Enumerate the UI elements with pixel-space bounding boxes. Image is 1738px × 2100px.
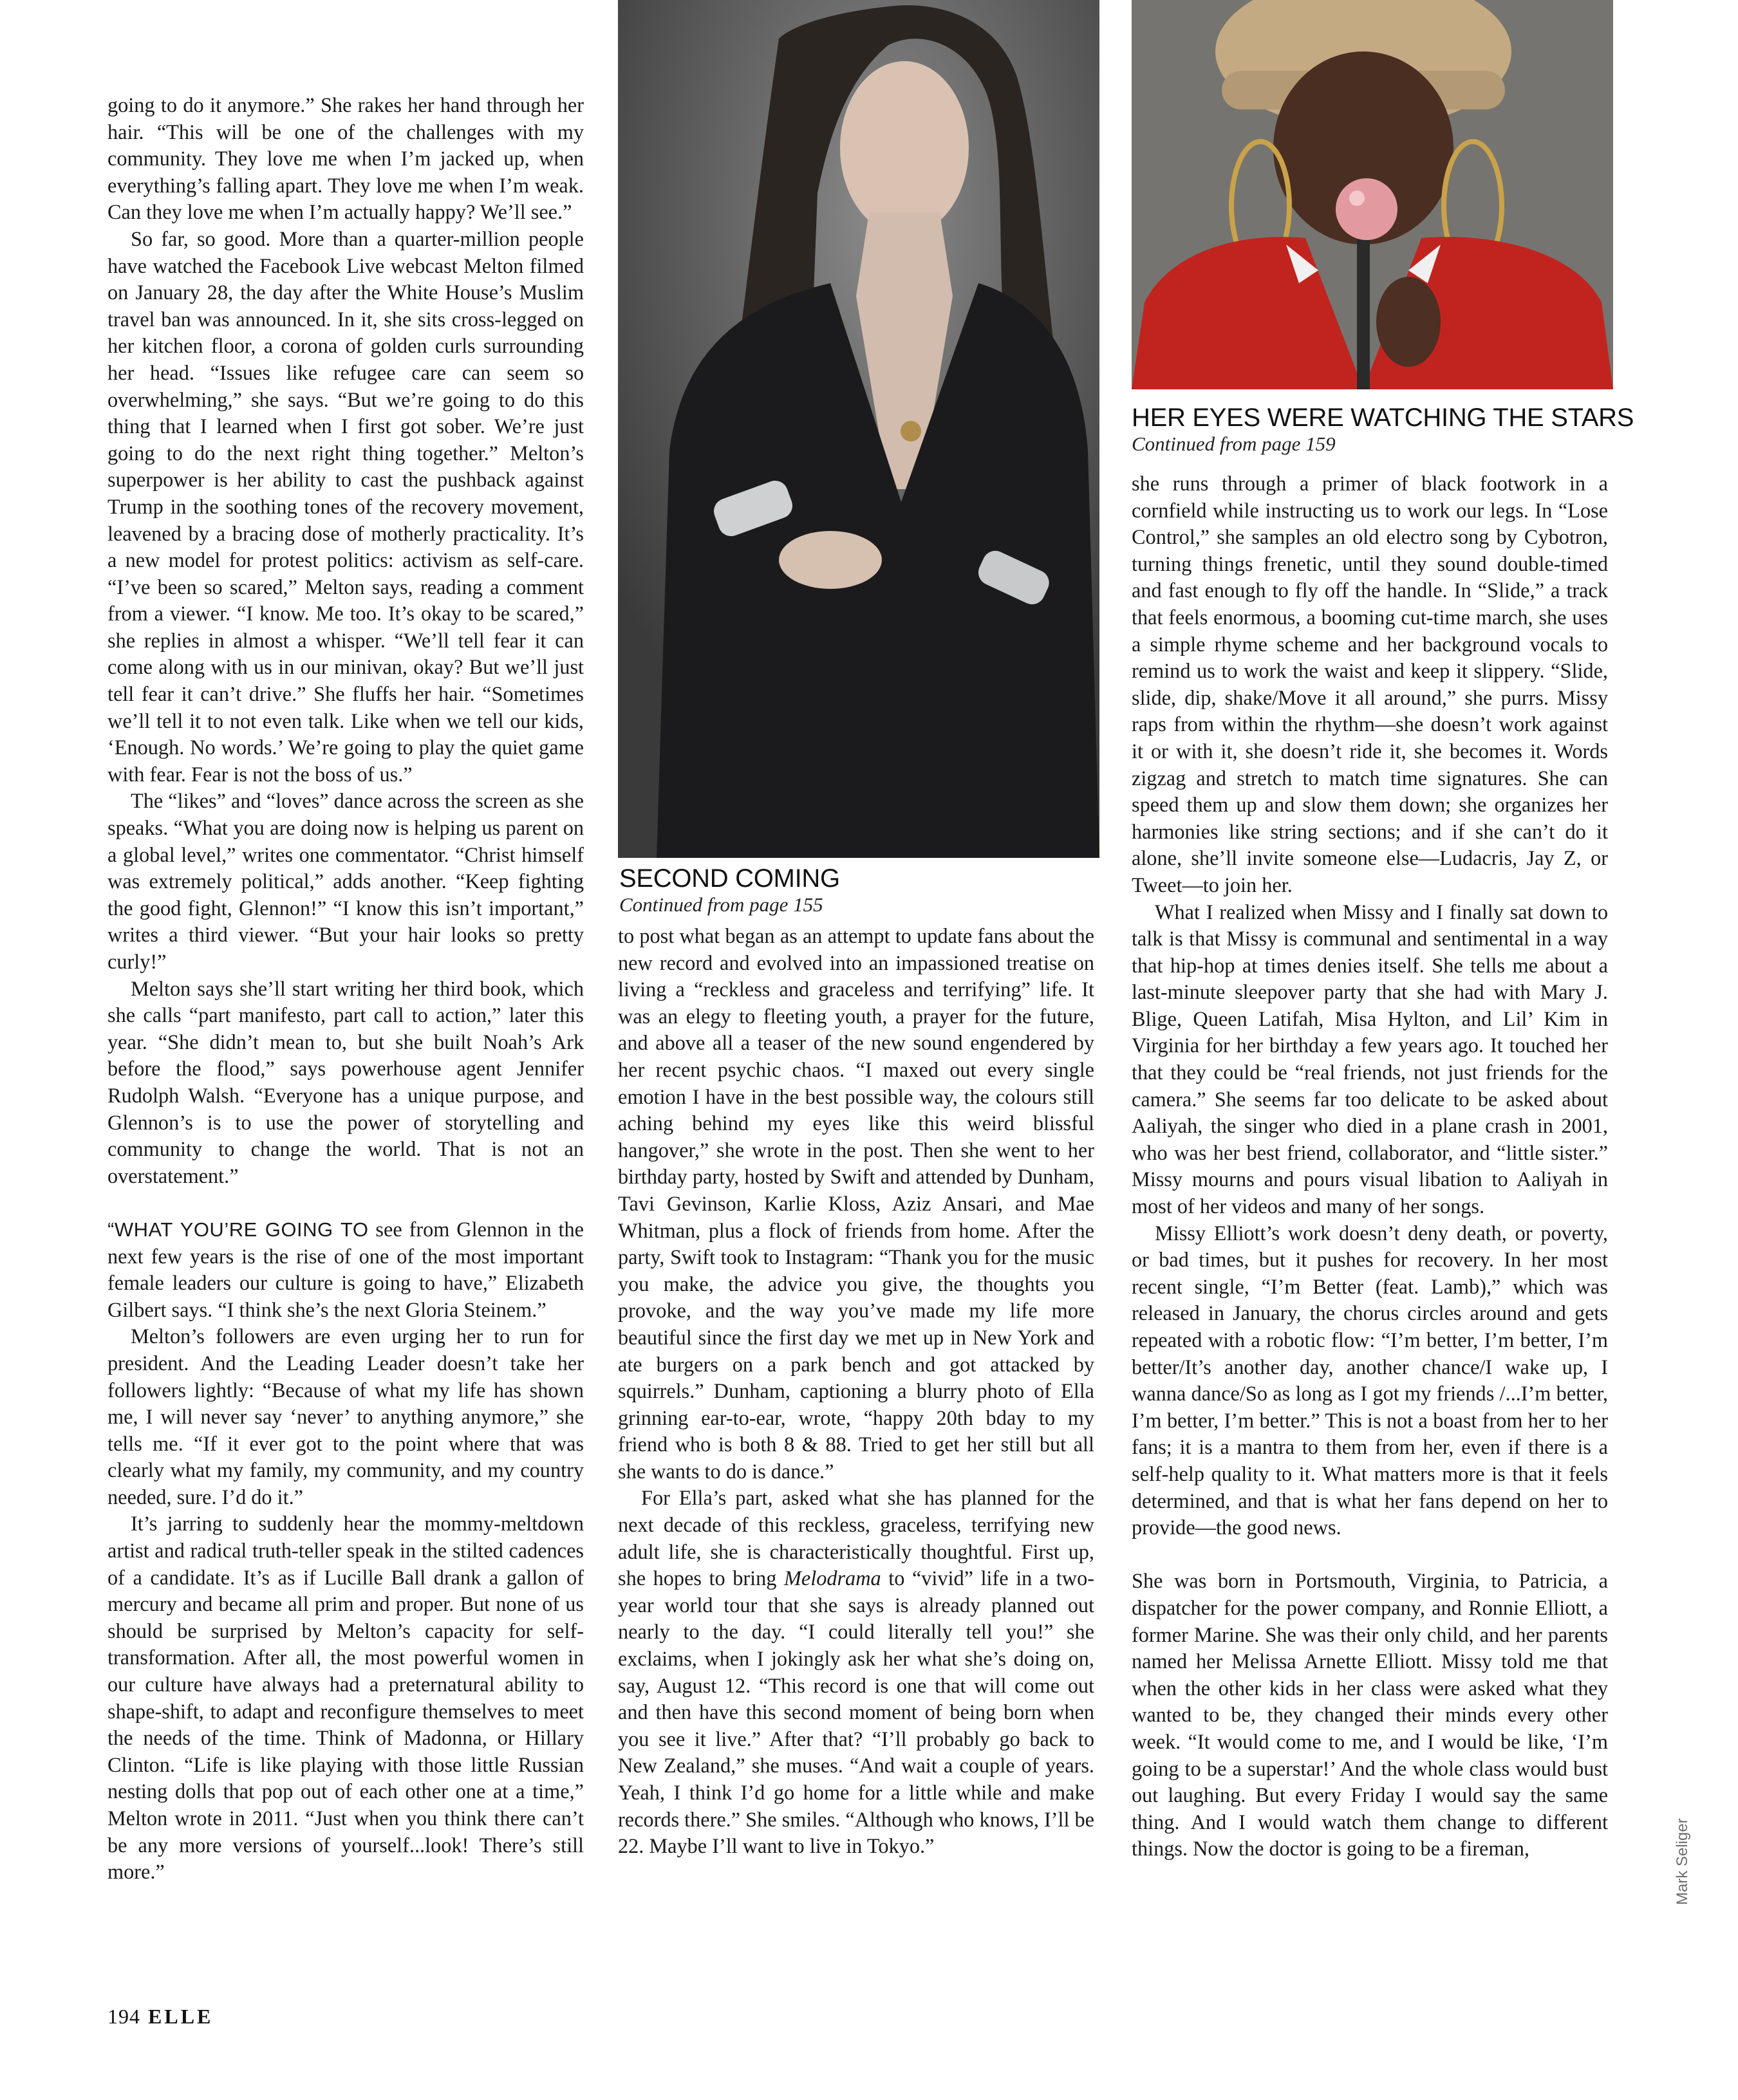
photo-credit: Mark Seliger (1674, 1818, 1691, 1905)
portrait-silhouette-figure (618, 0, 1099, 858)
section-header-her-eyes (1132, 403, 1634, 456)
paragraph: Melton says she’ll start writing her third book, which she calls “part manifesto, part call to action,” later this year. “She didn’t mean to, but she built Noah’s Ark before the flood,” says powerhouse agent Jennifer Rudolph Walsh. “Everyone has a unique purpose, and Glennon’s is to use the power of storytelling and community to change the world. That is not an overstatement.” (107, 976, 584, 1187)
section-title: HER EYES WERE WATCHING THE STARS (1132, 404, 1634, 432)
paragraph: It’s jarring to suddenly hear the mommy-meltdown artist and radical truth-teller speak in the stilted cadences of a candidate. It’s as if Lucille Ball drank a gallon of mercury and became all prim and proper. But none of us should be surprised by Melton’s capacity for self-transformation. After all, the most powerful women in our culture have always had a preternatural ability to shape-shift, to adapt and reconfigure themselves to meet the needs of the time. Think of Madonna, or Hillary Clinton. “Life is like playing with those little Russian nesting dolls that pop out of each other one at a time,” Melton wrote in 2011. “Just when you think there can’t be any more versions of yourself...look! There’s still more.” (107, 1512, 584, 1884)
paragraph: Melton’s followers are even urging her to run for president. And the Leading Leader doesn’t take her followers lightly: “Because of what my life has shown me, I will never say ‘never’ to anything anymore,” she tells me. “If it ever got to the point where that was clearly what my family, my community, and my country needed, sure. I’d do it.” (107, 1324, 584, 1509)
paragraph: So far, so good. More than a quarter-million people have watched the Facebook Live webcast Melton filmed on January 28, the day after the White House’s Muslim travel ban was announced. In it, she sits cross-legged on her kitchen floor, a corona of golden curls surrounding her head. “Issues like refugee care can seem so overwhelming,” she says. “But we’re going to do this thing that I learned when I first got sober. We’re just going to do the next right thing together.” Melton’s superpower is her ability to cast the pushback against Trump in the soothing tones of the recovery movement, leavened by a bracing dose of motherly practicality. It’s a new model for protest politics: activism as self-care. “I’ve been so scared,” Melton says, reading a comment from a viewer. “I know. Me too. It’s okay to be scared,” she replies in almost a whisper. “We’ll tell fear it can come along with us in our minivan, okay? But we’ll just tell fear it can’t drive.” She fluffs her hair. “Sometimes we’ll tell it to not even talk. Like when we tell our kids, ‘Enough. No words.’ We’re going to play the quiet game with fear. Fear is not the boss of us.” (107, 227, 584, 786)
section-title: SECOND COMING (619, 864, 840, 893)
article-column-1 (107, 92, 584, 1886)
section-continued-note: Continued from page 159 (1132, 432, 1336, 455)
photo-woman-in-black-suit (618, 0, 1099, 858)
text-run: For Ella’s part, asked what she has planned for the next decade of this reckless, graceless, terrifying new adult life, she is characteristically thoughtful. First up, she hopes to bring (618, 1486, 1094, 1590)
paragraph: The “likes” and “loves” dance across the screen as she speaks. “What you are doing now is helping us parent on a global level,” writes one commentator. “Christ himself was extremely political,” adds another. “Keep fighting the good fight, Glennon!” “I know this isn’t important,” writes a third viewer. “But your hair looks so pretty curly!” (107, 789, 584, 973)
album-title-italic: Melodrama (783, 1566, 881, 1590)
portrait-missy-figure (1132, 0, 1613, 389)
paragraph (618, 1485, 1094, 1859)
article-column-2 (618, 923, 1094, 1860)
section-header-second-coming (619, 864, 840, 916)
photo-woman-blowing-bubble (1132, 0, 1613, 389)
text-run: to “vivid” life in a two-year world tour that she says is already planned out nearly to the day. “I could literally tell you!” she exclaims, when I jokingly ask her what she’s doing on, say, August 12. “This record is one that will come out and then have this second moment of being born when you see it live.” After that? “I’ll probably go back to New Zealand,” she muses. “And wait a couple of years. Yeah, I think I’d go home for a little while and make records there.” She smiles. “Although who knows, I’ll be 22. Maybe I’ll want to live in Tokyo.” (618, 1566, 1094, 1858)
section-continued-note: Continued from page 155 (619, 893, 823, 916)
paragraph: she runs through a primer of black footwork in a cornfield while instructing us to work our legs. In “Lose Control,” she samples an old electro song by Cybotron, turning things frenetic, until they sound double-timed and fast enough to fly off the handle. In “Slide,” a track that feels enormous, a booming cut-time march, she uses a simple rhyme scheme and her background vocals to remind us to work the waist and keep it slippery. “Slide, slide, dip, shake/Move it all around,” she purrs. Missy raps from within the rhythm—she doesn’t work against it or with it, she doesn’t ride it, she becomes it. Words zigzag and stretch to match time signatures. She can speed them up and slow them down; she organizes her harmonies like string sections; and if she can’t do it alone, she’ll invite someone else—Ludacris, Jay Z, or Tweet—to join her. (1132, 472, 1608, 897)
lead-in-caps: “WHAT YOU’RE GOING TO (107, 1218, 369, 1241)
lead-rest: see from Glennon in the next few years is the rise of one of the most important female leaders our culture is going to have,” Elizabeth Gilbert says. “I think she’s the next Gloria Steinem.” (107, 1217, 584, 1321)
paragraph: going to do it anymore.” She rakes her hand through her hair. “This will be one of the challenges with my community. They love me when I’m jacked up, when everything’s falling apart. They love me when I’m weak. Can they love me when I’m actually happy? We’ll see.” (107, 93, 584, 224)
magazine-name: ELLE (148, 2005, 214, 2028)
page-number: 194 (107, 2005, 140, 2028)
paragraph: Missy Elliott’s work doesn’t deny death, or poverty, or bad times, but it pushes for recovery. In her most recent single, “I’m Better (feat. Lamb),” which was released in January, the chorus circles around and gets repeated with a robotic flow: “I’m better, I’m better, I’m better/It’s another day, another chance/I wake up, I wanna dance/So as long as I got my friends /...I’m better, I’m better, I’m better.” This is not a boast from her to her fans; it is a mantra to them from her, even if there is a self-help quality to it. What matters more is that it feels determined, and that is what her fans depend on her to provide—the good news. (1132, 1221, 1608, 1539)
page-folio (107, 2005, 213, 2029)
paragraph: to post what began as an attempt to update fans about the new record and evolved into an impassioned treatise on living a “reckless and graceless and terrifying” life. It was an elegy to fleeting youth, a prayer for the future, and above all a teaser of the new sound engendered by her recent psychic chaos. “I maxed out every single emotion I have in the best possible way, the colours still aching behind my eyes like this weird blissful hangover,” she wrote in the post. Then she went to her birthday party, hosted by Swift and attended by Dunham, Tavi Gevinson, Karlie Kloss, Aziz Ansari, and Mae Whitman, plus a flock of friends from home. After the party, Swift took to Instagram: “Thank you for the music you make, the advice you give, the thoughts you provoke, and the way you’ve made my life more beautiful since the first day we met up in New York and ate burgers on a park bench and got attacked by squirrels.” Dunham, captioning a blurry photo of Ella grinning ear-to-ear, wrote, “happy 20th bday to my friend who is both 8 & 88. Tried to get her still but all she wants to do is dance.” (618, 924, 1094, 1483)
paragraph: What I realized when Missy and I finally sat down to talk is that Missy is communal and sentimental in a way that hip-hop at times denies itself. She tells me about a last-minute sleepover party that she had with Mary J. Blige, Queen Latifah, Misa Hylton, and Lil’ Kim in Virginia for her birthday a few years ago. It touched her that they could be “real friends, not just friends for the camera.” She seems far too delicate to be asked about Aaliyah, the singer who died in a plane crash in 2001, who was her best friend, collaborator, and “little sister.” Missy mourns and pours visual libation to Aaliyah in most of her videos and many of her songs. (1132, 900, 1608, 1218)
article-column-3 (1132, 470, 1608, 1863)
paragraph: She was born in Portsmouth, Virginia, to Patricia, a dispatcher for the power company, and Ronnie Elliott, a former Marine. She was their only child, and her parents named her Melissa Arnette Elliott. Missy told me that when the other kids in her class were asked what they wanted to be, they changed their minds every other week. “It would come to me, and I would be like, ‘I’m going to be a superstar!’ And the whole class would bust out laughing. But every Friday I would say the same thing. And I would watch them change to different things. Now the doctor is going to be a fireman, (1132, 1569, 1608, 1861)
section-lead-paragraph (107, 1216, 584, 1323)
